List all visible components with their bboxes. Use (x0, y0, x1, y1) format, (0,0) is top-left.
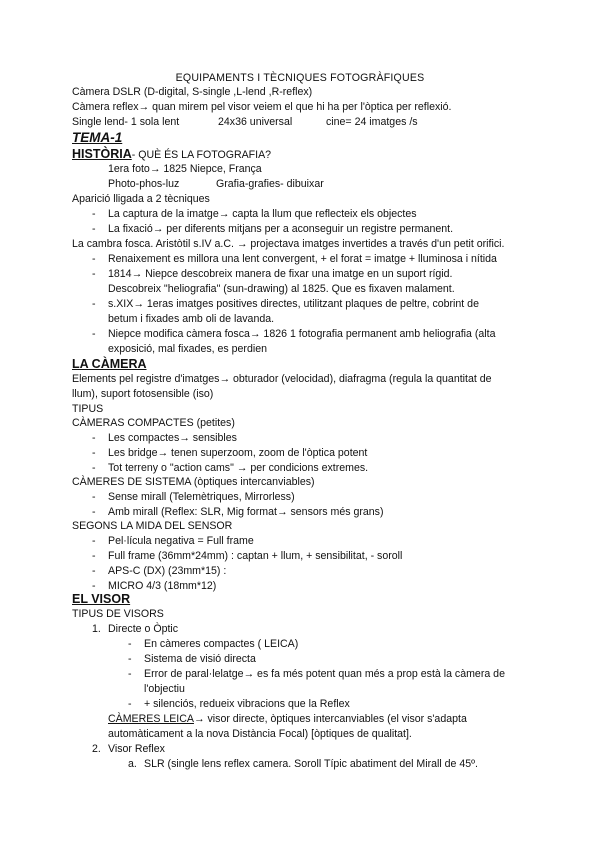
cambra-item-3a: s.XIX→ 1eras imatges positives directes, utilitzant plaques de peltre, cobrint de (108, 298, 479, 310)
mida-item-3: APS-C (DX) (23mm*15) : (108, 565, 227, 577)
bullet-dash: - (92, 447, 96, 459)
list-number-1: 1. (92, 623, 101, 635)
spec-format: 24x36 universal (218, 116, 293, 128)
cambra-item-3b: betum i fixades amb oli de lavanda. (108, 313, 275, 325)
list-number-2: 2. (92, 743, 101, 755)
directe-item-1: En càmeres compactes ( LEICA) (144, 638, 299, 650)
bullet-dash: - (128, 698, 132, 710)
bullet-dash: - (92, 535, 96, 547)
leica-description: → visor directe, òptiques intercanviables (el visor s'adapta (193, 713, 467, 725)
bullet-dash: - (92, 208, 96, 220)
compactes-item-3: Tot terreny o "action cams" → per condicions extremes. (108, 462, 369, 474)
compactes-item-2: Les bridge→ tenen superzoom, zoom de l'òptica potent (108, 447, 368, 459)
leica-line-2: automàticament a la nova Distància Focal) [òptiques de qualitat]. (108, 728, 412, 740)
spec-lens: Single lend- 1 sola lent (72, 116, 180, 128)
bullet-dash: - (128, 668, 132, 680)
tipus-label: TIPUS (72, 403, 104, 415)
compactes-item-1: Les compactes→ sensibles (108, 432, 237, 444)
leica-label: CÀMERES LEICA (108, 713, 194, 725)
mida-item-4: MICRO 4/3 (18mm*12) (108, 580, 217, 592)
historia-heading-line (72, 148, 271, 162)
sistema-heading: CÀMERES DE SISTEMA (òptiques intercanviables) (72, 476, 315, 488)
directe-item-3a: Error de paral·lelatge→ es fa més potent quan més a prop està la càmera de (144, 668, 505, 680)
list-letter-a: a. (128, 758, 137, 770)
cambra-fosca-line: La cambra fosca. Aristòtil s.IV a.C. → projectava imatges invertides a través d'un petit orifici. (72, 238, 505, 250)
bullet-dash: - (92, 506, 96, 518)
aparicio-line: Aparició lligada a 2 tècniques (72, 193, 210, 205)
slr-line: SLR (single lens reflex camera. Soroll Típic abatiment del Mirall de 45º. (144, 758, 478, 770)
historia-subtitle: - QUÈ ÉS LA FOTOGRAFIA? (131, 149, 272, 161)
mida-heading: SEGONS LA MIDA DEL SENSOR (72, 520, 233, 532)
hist-line-2b: Grafia-grafies- dibuixar (216, 178, 324, 190)
sistema-item-1: Sense mirall (Telemètriques, Mirrorless) (108, 491, 295, 503)
bullet-dash: - (92, 580, 96, 592)
bullet-dash: - (92, 253, 96, 265)
directe-item-2: Sistema de visió directa (144, 653, 256, 665)
camera-heading: LA CÀMERA (72, 357, 147, 371)
cambra-item-2a: 1814→ Niepce descobreix manera de fixar una imatge en un suport rígid. (108, 268, 453, 280)
bullet-dash: - (92, 550, 96, 562)
visor-types-label: TIPUS DE VISORS (72, 608, 164, 620)
mida-item-2: Full frame (36mm*24mm) : captan + llum, + sensibilitat, - soroll (108, 550, 403, 562)
tema-heading: TEMA-1 (72, 130, 123, 145)
hist-line-2a: Photo-phos-luz (108, 178, 180, 190)
visor-directe: Directe o Òptic (108, 623, 179, 635)
mida-item-1: Pel·lícula negativa = Full frame (108, 535, 254, 547)
visor-heading: EL VISOR (72, 592, 131, 606)
bullet-dash: - (92, 223, 96, 235)
intro-line-2: Càmera reflex→ quan mirem pel visor veiem el que hi ha per l'òptica per reflexió. (72, 101, 452, 113)
camera-elements-1: Elements pel registre d'imatges→ obturador (velocidad), diafragma (regula la quantitat de (72, 373, 492, 385)
bullet-dash: - (92, 462, 96, 474)
bullet-dash: - (92, 298, 96, 310)
bullet-dash: - (92, 328, 96, 340)
directe-item-3b: l'objectiu (144, 683, 185, 695)
compactes-heading: CÀMERAS COMPACTES (petites) (72, 417, 235, 429)
cambra-item-4b: exposició, mal fixades, es perdien (108, 343, 267, 355)
bullet-dash: - (92, 268, 96, 280)
camera-elements-2: llum), suport fotosensible (iso) (72, 388, 214, 400)
historia-heading: HISTÒRIA (72, 147, 132, 161)
visor-reflex: Visor Reflex (108, 743, 165, 755)
bullet-dash: - (92, 491, 96, 503)
tecnica-2: La fixació→ per diferents mitjans per a aconseguir un registre permanent. (108, 223, 454, 235)
intro-line-1: Càmera DSLR (D-digital, S-single ,L-lend ,R-reflex) (72, 86, 313, 98)
sistema-item-2: Amb mirall (Reflex: SLR, Mig format→ sensors més grans) (108, 506, 384, 518)
directe-item-4: + silenciós, redueix vibracions que la Reflex (144, 698, 350, 710)
spec-cine: cine= 24 imatges /s (326, 116, 418, 128)
bullet-dash: - (92, 565, 96, 577)
cambra-item-1: Renaixement es millora una lent convergent, + el forat = imatge + lluminosa i nítida (108, 253, 497, 265)
bullet-dash: - (128, 653, 132, 665)
cambra-item-2b: Descobreix "heliografia" (sun-drawing) al 1825. Que es fixaven malament. (108, 283, 455, 295)
cambra-item-4a: Niepce modifica càmera fosca→ 1826 1 fotografia permanent amb heliografia (alta (108, 328, 496, 340)
document-title: EQUIPAMENTS I TÈCNIQUES FOTOGRÀFIQUES (175, 72, 425, 84)
leica-line-1 (108, 713, 467, 726)
tecnica-1: La captura de la imatge→ capta la llum que reflecteix els objectes (108, 208, 417, 220)
hist-line-1: 1era foto→ 1825 Niepce, França (108, 163, 262, 175)
bullet-dash: - (92, 432, 96, 444)
bullet-dash: - (128, 638, 132, 650)
